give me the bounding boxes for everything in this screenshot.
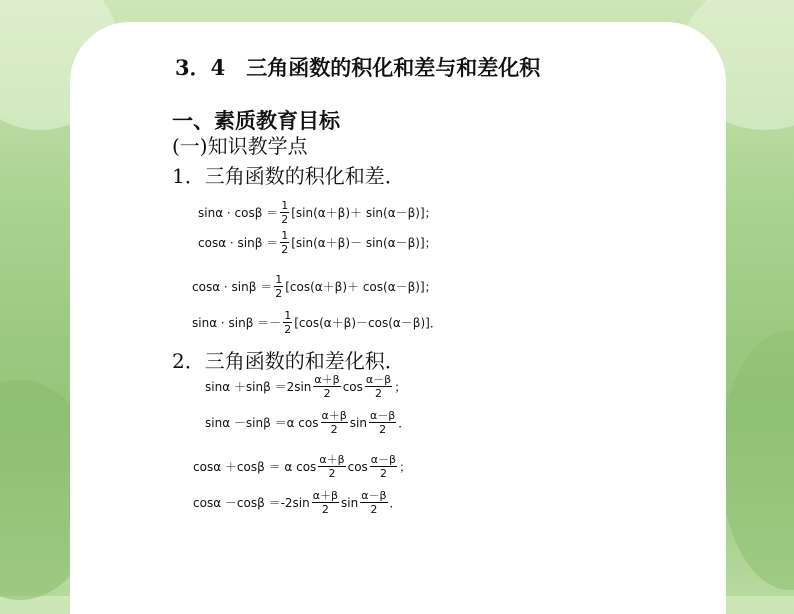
background-leaf-decoration [720,330,794,590]
item-heading-2: 2．三角函数的和差化积． [172,349,405,373]
formula-2: cosα · sinβ ＝ $\frac{1}{2}$ [sin(α＋β)－ sin(α－β)]； [198,229,437,256]
formula-5: sinα ＋sinβ ＝2sin $\frac{\alpha+\beta}{2}$ cos $\frac{\alpha-\beta}{2}$ ； [205,373,407,400]
formula-3: cosα · sinβ ＝ $\frac{1}{2}$ [cos(α＋β)＋ cos(α－β)]； [192,273,437,300]
formula-4: sinα · sinβ ＝－ $\frac{1}{2}$ [cos(α＋β)－cos(α－β)]． [192,309,442,336]
item-heading-1: 1．三角函数的积化和差． [172,164,405,188]
formula-1: sinα · cosβ ＝ $\frac{1}{2}$ [sin(α＋β)＋ sin(α－β)]； [198,199,437,226]
formula-7: cosα ＋cosβ ＝ α cos $\frac{\alpha+\beta}{2}$ cos $\frac{\alpha-\beta}{2}$ ； [193,453,412,480]
formula-6: sinα －sinβ ＝α cos $\frac{\alpha+\beta}{2}$ sin $\frac{\alpha-\beta}{2}$ ． [205,409,411,436]
subsection-heading: (一)知识教学点 [172,134,308,158]
page-title: 3．4 三角函数的积化和差与和差化积 [175,55,541,80]
formula-8: cosα －cosβ ＝-2sin $\frac{\alpha+\beta}{2}$ sin $\frac{\alpha-\beta}{2}$ ． [193,489,402,516]
section-heading: 一、素质教育目标 [172,108,340,133]
